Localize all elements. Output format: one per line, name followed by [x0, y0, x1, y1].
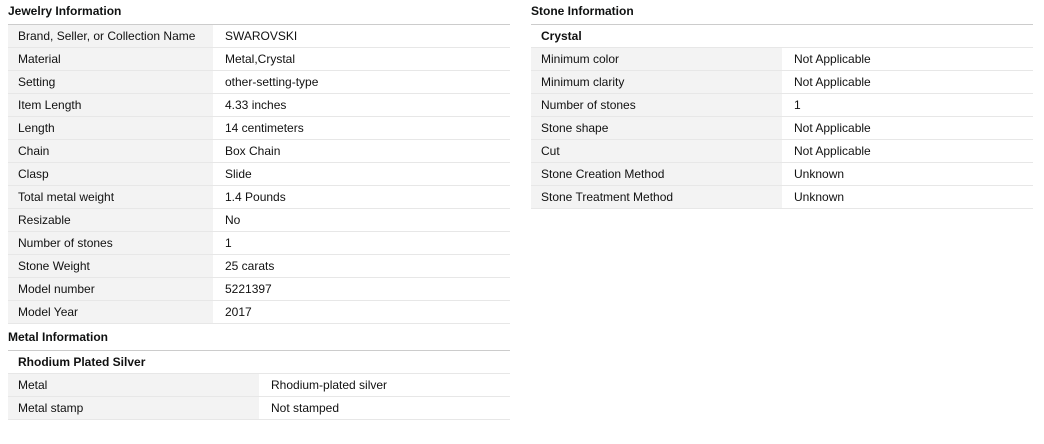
jewelry-information-table — [8, 24, 510, 324]
spec-value: Not stamped — [259, 397, 510, 420]
spec-value: 5221397 — [213, 278, 510, 301]
jewelry-information-title: Jewelry Information — [8, 4, 122, 18]
spec-label: Stone shape — [531, 117, 782, 140]
spec-label: Model Year — [8, 301, 213, 324]
spec-label: Metal stamp — [8, 397, 259, 420]
spec-label: Resizable — [8, 209, 213, 232]
spec-value: No — [213, 209, 510, 232]
spec-row — [531, 186, 1033, 209]
spec-row — [8, 186, 510, 209]
right-column — [531, 4, 1033, 420]
spec-label: Stone Treatment Method — [531, 186, 782, 209]
spec-value: 25 carats — [213, 255, 510, 278]
spec-label: Brand, Seller, or Collection Name — [8, 25, 213, 48]
spec-value: Rhodium-plated silver — [259, 374, 510, 397]
spec-label: Number of stones — [531, 94, 782, 117]
spec-label: Metal — [8, 374, 259, 397]
spec-value: Slide — [213, 163, 510, 186]
spec-value: Not Applicable — [782, 117, 1033, 140]
spec-row — [531, 163, 1033, 186]
stone-subheader-label: Crystal — [531, 25, 1033, 48]
spec-label: Minimum clarity — [531, 71, 782, 94]
spec-row — [531, 94, 1033, 117]
spec-value: 4.33 inches — [213, 94, 510, 117]
metal-subheader-label: Rhodium Plated Silver — [8, 351, 510, 374]
spec-value: Not Applicable — [782, 48, 1033, 71]
spec-row — [8, 94, 510, 117]
spec-row — [531, 48, 1033, 71]
spec-value: 1 — [782, 94, 1033, 117]
spec-value: other-setting-type — [213, 71, 510, 94]
spec-value: 1 — [213, 232, 510, 255]
spec-value: Unknown — [782, 163, 1033, 186]
spec-label: Stone Weight — [8, 255, 213, 278]
spec-row — [8, 25, 510, 48]
spec-value: Metal,Crystal — [213, 48, 510, 71]
left-column — [8, 4, 510, 420]
spec-row — [531, 71, 1033, 94]
spec-value: 1.4 Pounds — [213, 186, 510, 209]
spec-label: Cut — [531, 140, 782, 163]
spec-row — [8, 117, 510, 140]
spec-row — [8, 209, 510, 232]
metal-information-title: Metal Information — [8, 330, 109, 344]
spec-row — [8, 232, 510, 255]
spec-row — [8, 48, 510, 71]
metal-subheader-row — [8, 351, 510, 374]
spec-row — [8, 140, 510, 163]
spec-row — [8, 163, 510, 186]
spec-value: Not Applicable — [782, 71, 1033, 94]
spec-label: Clasp — [8, 163, 213, 186]
spec-value: 2017 — [213, 301, 510, 324]
spec-label: Item Length — [8, 94, 213, 117]
spec-value: Not Applicable — [782, 140, 1033, 163]
spec-value: Unknown — [782, 186, 1033, 209]
spec-row — [531, 117, 1033, 140]
spec-label: Number of stones — [8, 232, 213, 255]
stone-information-title: Stone Information — [531, 4, 634, 18]
spec-label: Stone Creation Method — [531, 163, 782, 186]
spec-row — [8, 71, 510, 94]
spec-label: Model number — [8, 278, 213, 301]
spec-row — [8, 397, 510, 420]
spec-label: Length — [8, 117, 213, 140]
spec-row — [8, 301, 510, 324]
stone-information-table — [531, 24, 1033, 209]
spec-value: Box Chain — [213, 140, 510, 163]
spec-label: Minimum color — [531, 48, 782, 71]
spec-row — [531, 140, 1033, 163]
spec-label: Total metal weight — [8, 186, 213, 209]
spec-value: 14 centimeters — [213, 117, 510, 140]
spec-label: Chain — [8, 140, 213, 163]
spec-row — [8, 278, 510, 301]
spec-value: SWAROVSKI — [213, 25, 510, 48]
spec-label: Material — [8, 48, 213, 71]
stone-subheader-row — [531, 25, 1033, 48]
spec-row — [8, 374, 510, 397]
metal-information-table — [8, 350, 510, 420]
spec-label: Setting — [8, 71, 213, 94]
spec-row — [8, 255, 510, 278]
